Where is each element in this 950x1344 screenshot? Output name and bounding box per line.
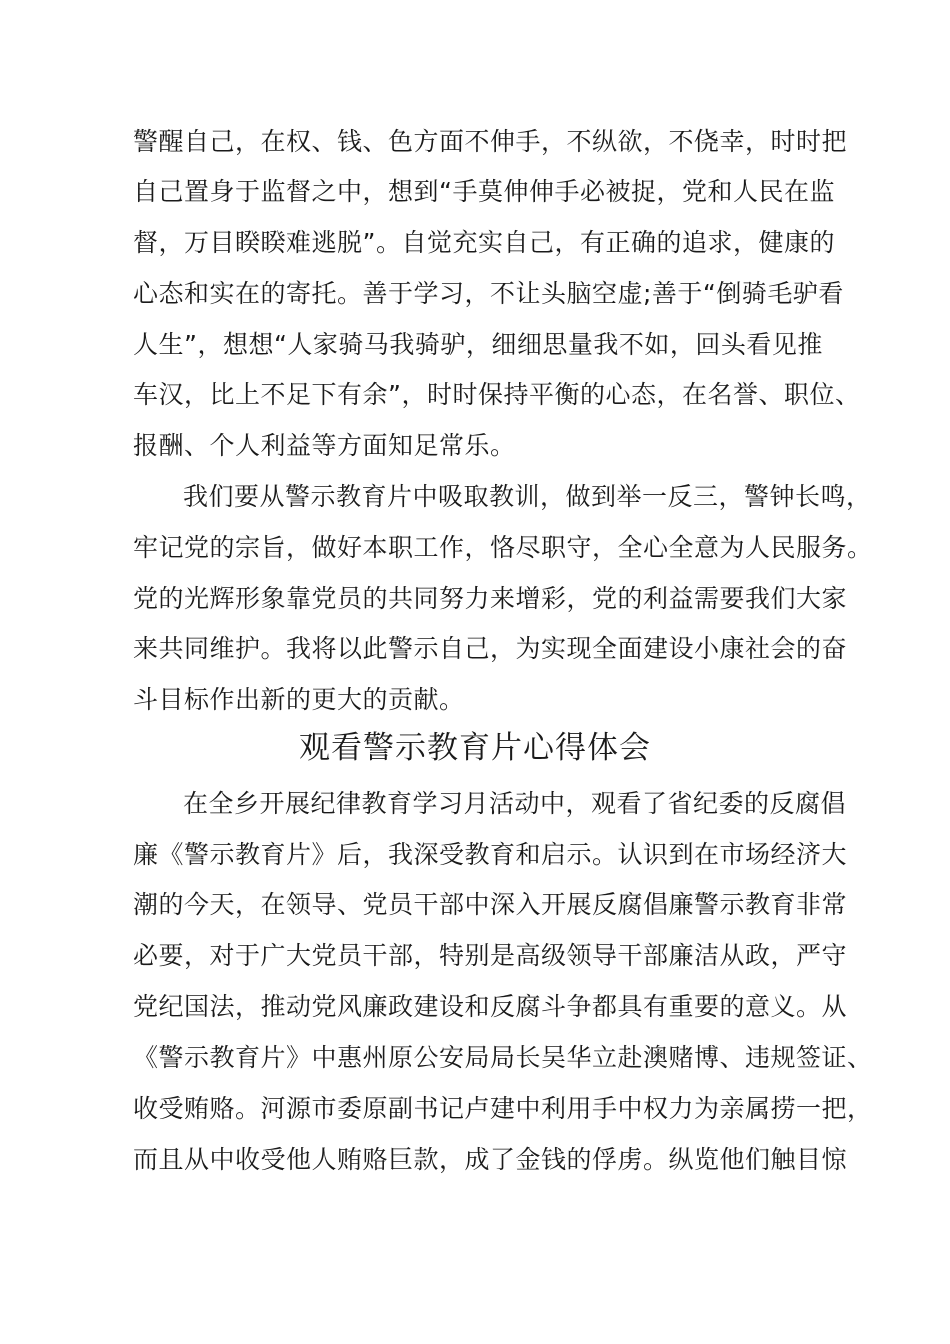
text-line: 廉《警示教育片》后，我深受教育和启示。认识到在市场经济大 [133, 840, 848, 869]
text-line: 收受贿赂。河源市委原副书记卢建中利用手中权力为亲属捞一把， [133, 1094, 873, 1123]
text-line: 督，万目睽睽难逃脱”。自觉充实自己，有正确的追求，健康的 [133, 228, 835, 257]
text-line: 党纪国法，推动党风廉政建设和反腐斗争都具有重要的意义。从 [133, 992, 848, 1021]
text-line: 来共同维护。我将以此警示自己，为实现全面建设小康社会的奋 [133, 634, 848, 663]
text-line: 斗目标作出新的更大的贡献。 [133, 685, 465, 714]
text-line: 必要，对于广大党员干部，特别是高级领导干部廉洁从政，严守 [133, 941, 848, 970]
text-line: 《警示教育片》中惠州原公安局局长吴华立赴澳赌博、违规签证、 [133, 1043, 873, 1072]
section-title: 观看警示教育片心得体会 [299, 730, 651, 766]
text-line: 人生”，想想“人家骑马我骑驴，细细思量我不如，回头看见推 [133, 330, 823, 359]
text-line: 心态和实在的寄托。善于学习，不让头脑空虚;善于“倒骑毛驴看 [133, 279, 844, 308]
text-line: 在全乡开展纪律教育学习月活动中，观看了省纪委的反腐倡 [183, 789, 847, 818]
text-line: 而且从中收受他人贿赂巨款，成了金钱的俘虏。纵览他们触目惊 [133, 1145, 848, 1174]
text-line: 牢记党的宗旨，做好本职工作，恪尽职守，全心全意为人民服务。 [133, 533, 873, 562]
text-line: 报酬、个人利益等方面知足常乐。 [133, 431, 516, 460]
text-line: 自己置身于监督之中，想到“手莫伸伸手必被捉，党和人民在监 [133, 177, 835, 206]
text-line: 党的光辉形象靠党员的共同努力来增彩，党的利益需要我们大家 [133, 584, 848, 613]
text-line: 潮的今天，在领导、党员干部中深入开展反腐倡廉警示教育非常 [133, 890, 848, 919]
text-line: 车汉，比上不足下有余”，时时保持平衡的心态，在名誉、职位、 [133, 380, 861, 409]
text-line: 我们要从警示教育片中吸取教训，做到举一反三，警钟长鸣， [183, 482, 872, 511]
text-line: 警醒自己，在权、钱、色方面不伸手，不纵欲，不侥幸，时时把 [133, 127, 848, 156]
